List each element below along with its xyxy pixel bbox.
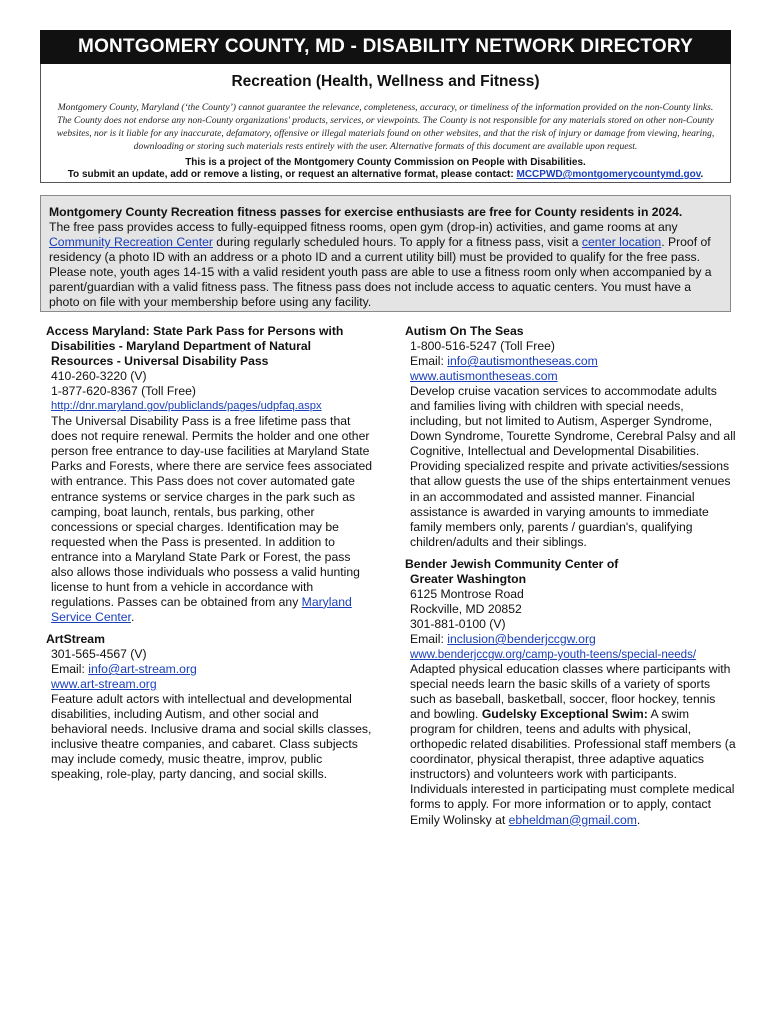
listing-email-line [51, 662, 376, 677]
fitness-pass-notice [40, 195, 731, 312]
listing-phone: 410-260-3220 (V) [51, 369, 147, 384]
email-label: Email: [410, 354, 448, 369]
listing-name-line: Disabilities - Maryland Department of Natural [51, 339, 312, 354]
listing-address: Rockville, MD 20852 [410, 601, 522, 616]
maryland-service-center-link[interactable]: Maryland Service Center [51, 594, 352, 624]
notice-text-1: The free pass provides access to fully-equipped fitness rooms, open gym (drop-in) activities, and game rooms at any [49, 220, 678, 234]
listing-email-link[interactable]: info@art-stream.org [88, 662, 197, 677]
listing-name: Autism On The Seas [405, 324, 524, 338]
listing-autism-on-the-seas [405, 324, 737, 550]
listing-name-line: Greater Washington [410, 571, 527, 586]
listing-description: Adapted physical education classes where participants with special needs learn the basic skills of a variety of sports such as baseball, basketball, soccer, floor hockey, tennis and bowling. [410, 662, 731, 722]
listing-address: 6125 Montrose Road [410, 586, 524, 601]
listing-description-end: . [130, 609, 135, 624]
listing-email-line [410, 354, 737, 369]
listing-url-link[interactable]: www.art-stream.org [51, 677, 157, 692]
left-column [46, 324, 376, 789]
notice-text-3: . Proof of residency (a photo ID with an address or a photo ID and a current utility bill) must be provided to qualify for the free pass. Please note, youth ages 14-15 with a valid resident youth pass are able to use a fitness room only when accompanied by a parent/guardian with a valid fitness pass. The fitness pass does not include access to aquatic centers. You must have a photo on file with your membership before using any facility. [49, 235, 712, 309]
listing-email-line [410, 632, 737, 647]
project-line: This is a project of the Montgomery County Commission on People with Disabilities. [185, 157, 586, 168]
listing-name: ArtStream [46, 631, 105, 646]
listing-name-line: Access Maryland: State Park Pass for Persons with [46, 324, 344, 338]
center-location-link[interactable]: center location [581, 235, 662, 249]
listing-email-link[interactable]: info@autismontheseas.com [447, 354, 598, 369]
listing-body [405, 587, 737, 828]
listing-body [405, 339, 737, 550]
listing-url-link[interactable]: www.benderjccgw.org/camp-youth-teens/special-needs/ [410, 647, 697, 661]
listing-name-line: Bender Jewish Community Center of [405, 556, 619, 571]
page-subtitle: Recreation (Health, Wellness and Fitness) [231, 73, 540, 90]
disclaimer-text: Montgomery County, Maryland (‘the County’) cannot guarantee the relevance, completeness, accuracy, or timeliness of the information provided on the non-County links. The County does not endorse any non-County organizations' products, services, or viewpoints. The County is not responsible for any materials stored on other non-County websites, nor is it liable for any inaccurate, defamatory, offensive or illegal materials found on other websites, and that the risk of injury or damage from viewing, hearing, downloading or storing such materials rests entirely with the user. Alternative formats of this document are available upon request. [56, 102, 715, 152]
contact-email-link[interactable]: ebheldman@gmail.com [508, 812, 637, 827]
email-label: Email: [410, 631, 448, 646]
submit-text: To submit an update, add or remove a listing, or request an alternative format, please contact: [67, 169, 517, 180]
listing-access-maryland [46, 324, 376, 625]
swim-program-name: Gudelsky Exceptional Swim: [481, 707, 648, 722]
right-column [405, 324, 737, 835]
header-box [40, 64, 731, 183]
email-label: Email: [51, 662, 89, 677]
community-recreation-center-link[interactable]: Community Recreation Center [49, 235, 213, 249]
submit-email-link[interactable]: MCCPWD@montgomerycountymd.gov [516, 169, 701, 180]
notice-heading: Montgomery County Recreation fitness passes for exercise enthusiasts are free for County residents in 2024. [49, 205, 683, 219]
listing-name [405, 557, 737, 587]
listing-description-cont: A swim program for children, teens and adults with physical, orthopedic related disabilities. Professional staff members (a coordinator, physical therapist, three adaptive aquatics instructors) and volunteers work with participants. Individuals interested in participating must complete medical forms to apply. For more information or to apply, contact Emily Wolinsky at [410, 707, 736, 827]
listing-description: Feature adult actors with intellectual and developmental disabilities, including Autism, and other social and behavioral needs. Inclusive drama and social skills classes, inclusive theatre companies, and cabaret. Class subjects may include comedy, music theatre, improv, public speaking, role-play, party dancing, and social skills. [51, 692, 372, 782]
listing-body [46, 647, 376, 782]
listing-phone: 1-800-516-5247 (Toll Free) [410, 339, 555, 354]
listing-description-end: . [636, 812, 641, 827]
listing-body [46, 369, 376, 625]
listing-phone: 1-877-620-8367 (Toll Free) [51, 384, 196, 399]
listing-url-link[interactable]: http://dnr.maryland.gov/publiclands/pages/udpfaq.aspx [51, 400, 322, 413]
listing-bender-jcc [405, 557, 737, 828]
submit-end: . [700, 169, 704, 180]
listing-description: The Universal Disability Pass is a free lifetime pass that does not require renewal. Permits the holder and one other person free entrance to day-use facilities at Maryland State Parks and Forests, where there are service fees associated with entrance. This Pass does not cover automated gate entrance systems or service charges in the park such as camping, boat launch, rentals, bus parking, other concessions or special charges. Identification may be requested when the Pass is presented. In addition to entrance into a Maryland State Park or Forest, the pass also allows those individuals who possess a valid hunting license to hunt from a vehicle in accordance with regulations. Passes can be obtained from any [51, 414, 373, 609]
listing-name [46, 324, 376, 369]
listing-phone: 301-881-0100 (V) [410, 616, 506, 631]
listing-phone: 301-565-4567 (V) [51, 646, 147, 661]
directory-title: MONTGOMERY COUNTY, MD - DISABILITY NETWORK DIRECTORY [40, 30, 731, 64]
listing-url-link[interactable]: www.autismontheseas.com [410, 369, 558, 384]
listing-description: Develop cruise vacation services to accommodate adults and families living with children with special needs, including, but not limited to Autism, Asperger Syndrome, Down Syndrome, Tourette Syndrome, Cerebral Palsy and all Cognitive, Intellectual and Developmental Disabilities. Providing specialized respite and private activities/sessions that allow guests the use of the ships entertainment venues in an accommodated and assisted manner. Financial assistance is awarded in varying amounts to immediate family members only, parents / guardian's, qualifying children/adults and their siblings. [410, 384, 736, 549]
listing-email-link[interactable]: inclusion@benderjccgw.org [447, 631, 596, 646]
listing-artstream [46, 632, 376, 782]
listing-name-line: Resources - Universal Disability Pass [51, 354, 269, 369]
submit-line [41, 169, 730, 181]
notice-text-2: during regularly scheduled hours. To apply for a fitness pass, visit a [212, 235, 582, 249]
